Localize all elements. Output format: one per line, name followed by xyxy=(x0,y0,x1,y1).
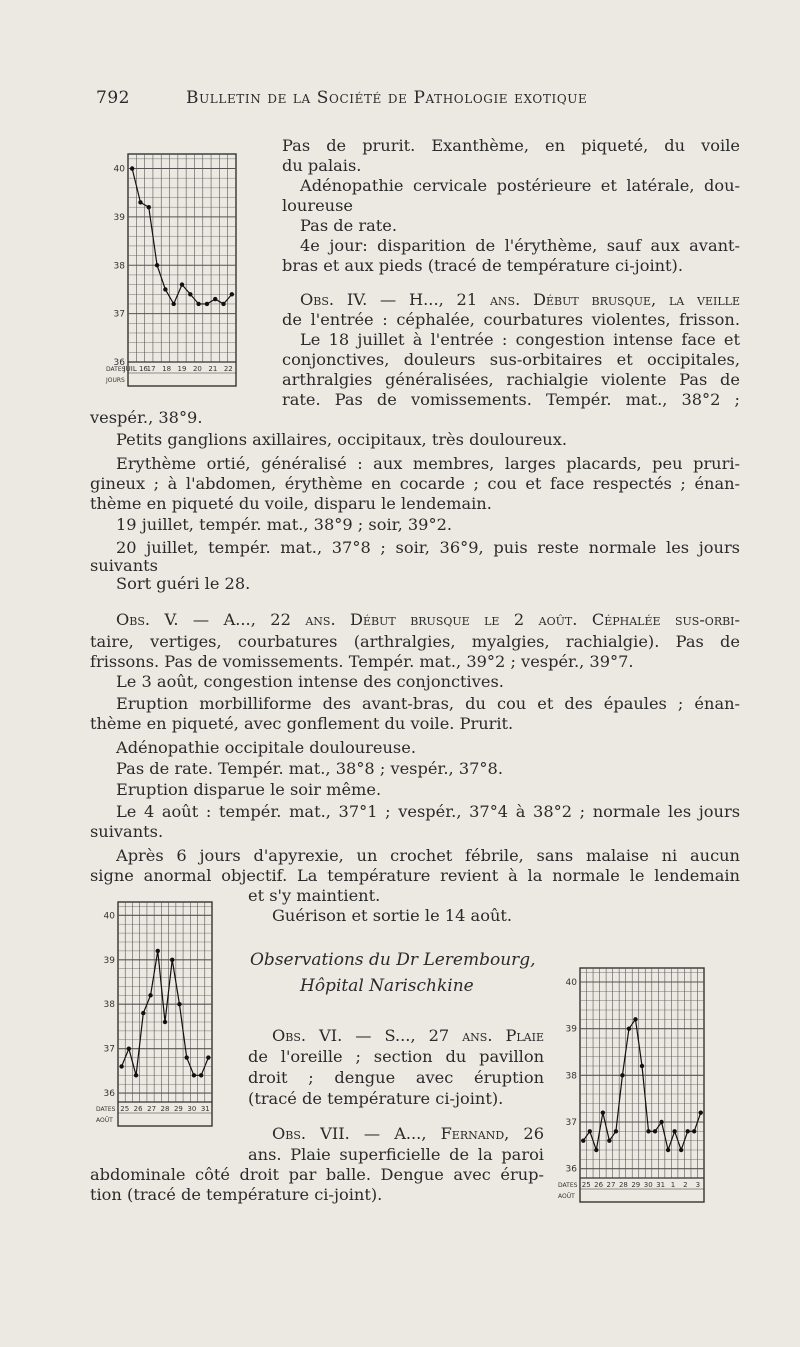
x-tick-label: 20 xyxy=(192,365,202,373)
data-point xyxy=(199,1073,203,1077)
y-tick-label: 39 xyxy=(113,212,125,223)
data-point xyxy=(213,297,217,301)
chart-frame xyxy=(580,968,704,1202)
data-point xyxy=(633,1017,637,1021)
row-label-month: AOÛT xyxy=(96,1117,113,1124)
text-line: Pas de rate. xyxy=(300,216,397,235)
text-line: et s'y maintient. xyxy=(248,886,381,905)
text-line: Obs. VI. — S..., 27 ans. Plaie xyxy=(272,1026,544,1045)
text-line: Eruption morbilliforme des avant-bras, du cou et des épaules ; énan- xyxy=(116,694,740,713)
text-line: thème en piqueté du voile, disparu le lendemain. xyxy=(90,494,492,513)
y-tick-label: 36 xyxy=(113,358,125,368)
text-line: Guérison et sortie le 14 août. xyxy=(272,906,513,925)
data-point xyxy=(141,1011,145,1015)
x-tick-label: 26 xyxy=(594,1181,604,1189)
text-line: Erythème ortié, généralisé : aux membres, larges placards, peu pruri- xyxy=(116,454,740,473)
text-line: Adénopathie cervicale postérieure et latérale, dou- xyxy=(300,176,740,195)
text-line: abdominale côté droit par balle. Dengue avec érup- xyxy=(90,1165,544,1184)
data-point xyxy=(130,166,134,170)
text-line: Après 6 jours d'apyrexie, un crochet fébrile, sans malaise ni aucun xyxy=(116,846,740,865)
data-point xyxy=(221,302,225,306)
page-number: 792 xyxy=(96,88,130,108)
text-line: suivants xyxy=(90,556,158,575)
x-tick-label: 31 xyxy=(656,1181,666,1189)
data-point xyxy=(196,302,200,306)
data-point xyxy=(127,1046,131,1050)
x-tick-label: 21 xyxy=(208,365,218,373)
data-point xyxy=(148,993,152,997)
y-tick-label: 40 xyxy=(113,164,125,175)
row-label-dates: DATES xyxy=(106,366,126,373)
text-line: (tracé de température ci-joint). xyxy=(248,1089,504,1108)
text-line: 4e jour: disparition de l'érythème, sauf aux avant- xyxy=(300,236,740,255)
data-point xyxy=(184,1055,188,1059)
data-point xyxy=(679,1148,683,1152)
text-line: tion (tracé de température ci-joint). xyxy=(90,1185,383,1204)
section-title-line1: Observations du Dr Lerembourg, xyxy=(250,950,536,970)
text-line: Eruption disparue le soir même. xyxy=(116,780,382,799)
text-line: Obs. IV. — H..., 21 ans. Début brusque, la veille xyxy=(300,290,740,309)
data-point xyxy=(614,1129,618,1133)
data-point xyxy=(134,1073,138,1077)
row-label-month: AOÛT xyxy=(558,1193,575,1200)
y-tick-label: 36 xyxy=(565,1164,577,1175)
temperature-chart-obs4 xyxy=(104,148,240,388)
x-tick-label: 25 xyxy=(581,1181,591,1189)
text-line: Pas de prurit. Exanthème, en piqueté, du voile xyxy=(282,136,740,155)
data-point xyxy=(672,1129,676,1133)
data-point xyxy=(685,1129,689,1133)
text-line: Le 3 août, congestion intense des conjonctives. xyxy=(116,672,504,691)
text-line: 19 juillet, tempér. mat., 38°9 ; soir, 39°2. xyxy=(116,515,453,534)
text-line: de l'oreille ; section du pavillon xyxy=(248,1047,544,1066)
text-line: taire, vertiges, courbatures (arthralgies, myalgies, rachialgie). Pas de xyxy=(90,632,740,651)
data-point xyxy=(646,1129,650,1133)
text-line: Pas de rate. Tempér. mat., 38°8 ; vespér., 37°8. xyxy=(116,759,503,778)
data-point xyxy=(594,1148,598,1152)
y-tick-label: 36 xyxy=(103,1089,115,1100)
section-subtitle xyxy=(300,976,474,996)
text-line: du palais. xyxy=(282,156,362,175)
y-tick-label: 40 xyxy=(103,911,115,922)
x-tick-label: 2 xyxy=(683,1181,688,1189)
data-point xyxy=(156,949,160,953)
text-line: thème en piqueté, avec gonflement du voile. Prurit. xyxy=(90,714,514,733)
x-tick-label: 1 xyxy=(670,1181,676,1189)
data-point xyxy=(620,1073,624,1077)
y-tick-label: 39 xyxy=(565,1024,577,1035)
data-point xyxy=(588,1129,592,1133)
text-line: vespér., 38°9. xyxy=(90,408,203,427)
text-line: Petits ganglions axillaires, occipitaux, très douloureux. xyxy=(116,430,567,449)
x-tick-label: 31 xyxy=(200,1105,210,1113)
y-tick-label: 37 xyxy=(565,1118,577,1128)
text-line: Sort guéri le 28. xyxy=(116,574,251,593)
text-line: Le 4 août : tempér. mat., 37°1 ; vespér., 37°4 à 38°2 ; normale les jours xyxy=(116,802,740,821)
data-point xyxy=(188,292,192,296)
data-point xyxy=(155,263,159,267)
x-tick-label: 28 xyxy=(160,1105,170,1113)
data-point xyxy=(627,1026,631,1030)
y-tick-label: 38 xyxy=(103,1000,115,1011)
text-line: Le 18 juillet à l'entrée : congestion intense face et xyxy=(300,330,740,349)
text-line: Adénopathie occipitale douloureuse. xyxy=(116,738,416,757)
x-tick-label: 29 xyxy=(173,1105,183,1113)
y-tick-label: 37 xyxy=(113,309,125,320)
x-tick-label: 22 xyxy=(223,365,233,373)
y-tick-label: 38 xyxy=(113,261,125,272)
data-point xyxy=(607,1138,611,1142)
data-point xyxy=(692,1129,696,1133)
row-label-dates: DATES xyxy=(96,1106,116,1113)
data-point xyxy=(640,1064,644,1068)
text-line: loureuse xyxy=(282,196,353,215)
data-point xyxy=(170,958,174,962)
text-line: ans. Plaie superficielle de la paroi xyxy=(248,1145,544,1164)
x-tick-label: 25 xyxy=(120,1105,130,1113)
x-tick-label: 17 xyxy=(146,365,156,373)
x-tick-label: 29 xyxy=(631,1181,641,1189)
row-label-month: JOURS xyxy=(106,377,125,384)
data-point xyxy=(206,1055,210,1059)
x-tick-label: 30 xyxy=(643,1181,653,1189)
chart-frame xyxy=(128,154,236,386)
x-tick-label: 27 xyxy=(147,1105,157,1113)
text-line: de l'entrée : céphalée, courbatures violentes, frisson. xyxy=(282,310,740,329)
y-tick-label: 40 xyxy=(565,978,577,988)
x-tick-label: JUIL 16 xyxy=(123,365,148,373)
running-title: Bulletin de la Société de Pathologie exotique xyxy=(186,88,588,108)
x-tick-label: 3 xyxy=(695,1181,701,1189)
temperature-chart-obs7 xyxy=(556,962,708,1204)
data-point xyxy=(147,205,151,209)
data-point xyxy=(119,1064,123,1068)
x-tick-label: 18 xyxy=(162,365,172,373)
data-point xyxy=(666,1148,670,1152)
y-tick-label: 37 xyxy=(103,1044,115,1055)
text-line: gineux ; à l'abdomen, érythème en cocarde ; cou et face respectés ; énan- xyxy=(90,474,740,493)
text-line: rate. Pas de vomissements. Tempér. mat., 38°2 ; xyxy=(282,390,740,409)
text-line: 20 juillet, tempér. mat., 37°8 ; soir, 36°9, puis reste normale les jours xyxy=(116,538,740,557)
y-tick-label: 39 xyxy=(103,955,115,966)
section-title xyxy=(250,950,536,970)
x-tick-label: 28 xyxy=(618,1181,628,1189)
data-point xyxy=(177,1002,181,1006)
text-line: Obs. VII. — A..., Fernand, 26 xyxy=(272,1124,544,1143)
text-line: droit ; dengue avec éruption xyxy=(248,1068,544,1087)
text-line: Obs. V. — A..., 22 ans. Début brusque le 2 août. Céphalée sus-orbi- xyxy=(116,610,740,629)
text-line: bras et aux pieds (tracé de température ci-joint). xyxy=(282,256,684,275)
x-tick-label: 27 xyxy=(606,1181,616,1189)
data-point xyxy=(163,287,167,291)
text-line: signe anormal objectif. La température revient à la normale le lendemain xyxy=(90,866,740,885)
data-point xyxy=(163,1020,167,1024)
text-line: conjonctives, douleurs sus-orbitaires et occipitales, xyxy=(282,350,740,369)
text-line: arthralgies généralisées, rachialgie violente Pas de xyxy=(282,370,740,389)
data-point xyxy=(180,282,184,286)
data-point xyxy=(192,1073,196,1077)
x-tick-label: 30 xyxy=(187,1105,197,1113)
data-point xyxy=(699,1110,703,1114)
data-point xyxy=(171,302,175,306)
data-point xyxy=(230,292,234,296)
data-point xyxy=(601,1110,605,1114)
text-line: suivants. xyxy=(90,822,164,841)
data-point xyxy=(653,1129,657,1133)
y-tick-label: 38 xyxy=(565,1071,577,1082)
row-label-dates: DATES xyxy=(558,1182,578,1189)
x-tick-label: 19 xyxy=(177,365,187,373)
data-point xyxy=(659,1120,663,1124)
temperature-chart-obs6 xyxy=(94,896,216,1128)
data-point xyxy=(138,200,142,204)
chart-frame xyxy=(118,902,212,1126)
section-title-line2: Hôpital Narischkine xyxy=(300,976,474,996)
data-point xyxy=(205,302,209,306)
x-tick-label: 26 xyxy=(133,1105,143,1113)
text-line: frissons. Pas de vomissements. Tempér. mat., 39°2 ; vespér., 39°7. xyxy=(90,652,634,671)
data-point xyxy=(581,1138,585,1142)
